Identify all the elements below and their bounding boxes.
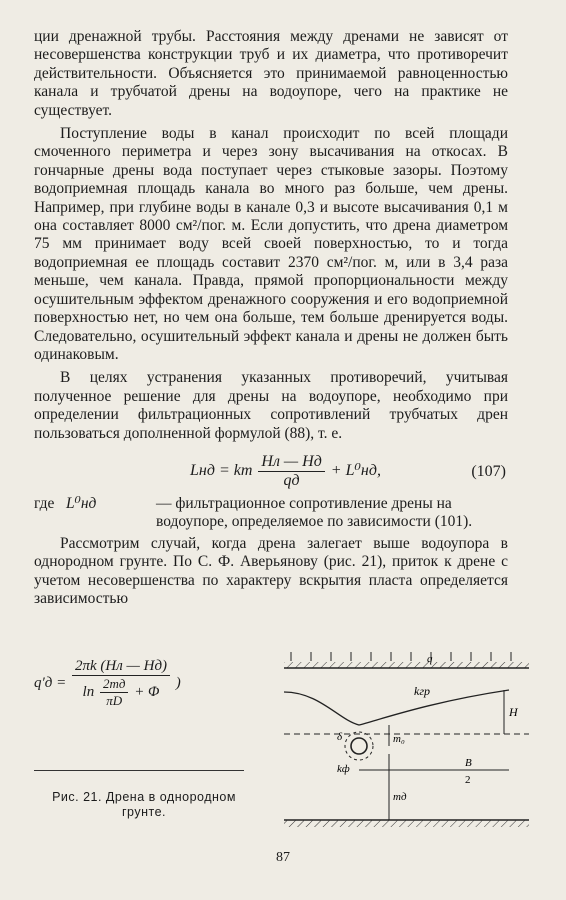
label-h: H: [509, 705, 518, 719]
formula-q-fraction: [72, 658, 170, 709]
formula-107-eq: =: [218, 462, 230, 480]
formula-107-numerator: Hл — Hд: [258, 453, 324, 472]
figure-caption: Рис. 21. Дрена в однородном грунте.: [52, 790, 236, 819]
surface-hatch: [284, 662, 529, 668]
paragraph-1: ции дренажной трубы. Расстояния между дренами не зависят от несовершенства конструкции труб и их диаметра, что противоречит действительности. Объясняется это принимаемой равноценностью канала и трубчатой дрены на водоупоре, чего на практике не существует.: [34, 28, 508, 119]
formula-q-numerator: 2πk (Hл — Hд): [72, 658, 170, 676]
formula-107: [34, 447, 508, 493]
paragraph-2: Поступление воды в канал происходит по всей площади смоченного периметра и через зону высачивания на откосах. В гончарные дрены вода поступает через стыковые зазоры. Поэтому водоприемная площадь канала во много раз больше, чем дрены. Например, при глубине воды в канале 0,3 и высоте высачивания 0,1 м она составляет 8000 см²/пог. м. Если допустить, что дрена диаметром 75 мм принимает воду всей своей поверхностью, то и тогда водоприемная ее площадь составит 2370 см²/пог. м, или в 3,4 раза меньше, чем канала. Правда, прямой пропорциональности между осушительным эффектом дренажного сооружения и его водоприемной поверхностью нет, но чем она больше, тем больше дренируется воды. Следовательно, осушительный эффект канала и дрены не должен быть одинаковым.: [34, 125, 508, 363]
where-symbol: L⁰нд: [65, 494, 97, 512]
page-body: [34, 28, 508, 608]
formula-107-denominator: qд: [283, 471, 300, 489]
formula-q-inner-bot: πD: [106, 693, 123, 708]
page-number: 87: [276, 850, 290, 865]
where-word: где: [34, 494, 55, 512]
figure-area: [34, 650, 534, 840]
label-q: q: [427, 653, 433, 665]
label-b2-bot: 2: [465, 774, 471, 786]
infiltration-arrows: [291, 652, 511, 661]
formula-q-denominator: [72, 676, 170, 709]
label-delta: δ: [337, 731, 343, 743]
formula-107-fraction: [258, 453, 324, 490]
caption-rule: [34, 770, 244, 771]
formula-107-lhs: Lнд: [190, 462, 215, 480]
formula-107-expression: [190, 453, 381, 490]
formula-q-inner-fraction: [100, 676, 128, 709]
formula-q-lhs: q′д =: [34, 674, 67, 691]
label-kf: kф: [337, 763, 350, 775]
drain-zone: [345, 732, 373, 760]
formula-q-close: ): [175, 674, 181, 691]
label-kgr: kгр: [414, 684, 431, 698]
formula-q-den-suffix: + Φ: [134, 683, 160, 700]
formula-107-coef: km: [233, 462, 253, 480]
aquiclude-hatch: [284, 820, 529, 827]
drain-diagram: [279, 650, 534, 840]
formula-q-inner-top: 2mд: [100, 676, 128, 693]
formula-107-number: (107): [471, 462, 506, 480]
where-clause: [34, 495, 508, 532]
formula-107-plus-term: + L⁰нд,: [330, 462, 381, 480]
depression-curve: [284, 690, 509, 725]
where-text: — фильтрационное сопротивление дрены на водоупоре, определяемое по зависимости (101).: [156, 494, 473, 531]
paragraph-3: В целях устранения указанных противоречий, учитывая полученное решение для дрены на водоупоре, необходимо при определении фильтрационных сопротивлений трубчатых дрен пользоваться дополненной формулой (88), т. е.: [34, 369, 508, 442]
formula-q-ln: ln: [82, 683, 95, 700]
label-b2-top: B: [465, 757, 472, 769]
drain-pipe: [351, 738, 367, 754]
paragraph-4: Рассмотрим случай, когда дрена залегает выше водоупора в однородном грунте. По С. Ф. Аверьянову (рис. 21), приток к дрене с учетом несовершенства по характеру вскрытия пласта определяется зависимостью: [34, 534, 508, 607]
label-m0: m₀: [393, 733, 405, 745]
label-md: mд: [393, 791, 407, 803]
where-lead: [34, 495, 96, 513]
formula-q: [34, 658, 181, 709]
